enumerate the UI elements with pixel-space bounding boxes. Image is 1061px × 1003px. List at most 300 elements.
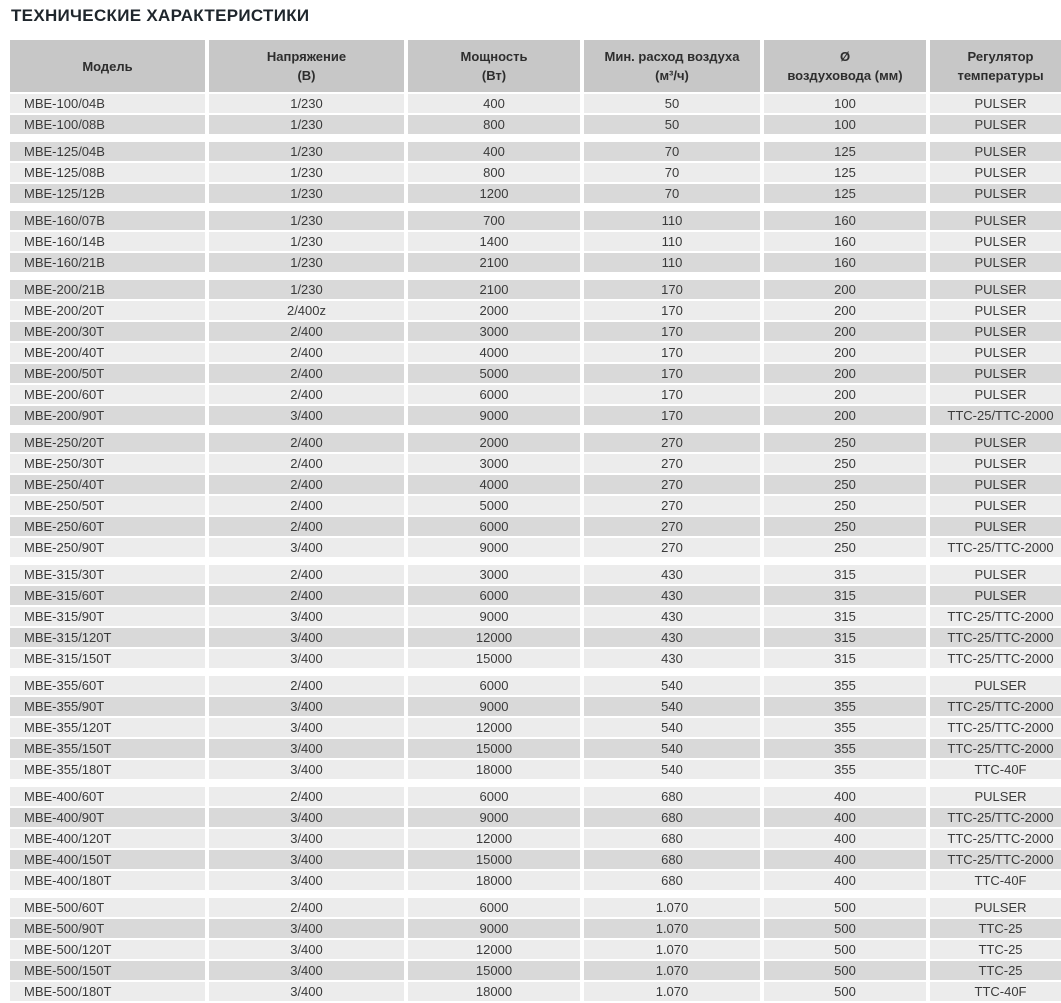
table-row [10,280,1061,299]
table-row [10,232,1061,251]
cell-voltage: 2/400 [209,364,404,383]
cell-airflow: 680 [584,871,760,890]
cell-model: MBE-200/40T [10,343,205,362]
table-row [10,517,1061,536]
cell-diameter: 315 [764,628,926,647]
cell-voltage: 3/400 [209,607,404,626]
cell-diameter: 400 [764,871,926,890]
cell-regulator: PULSER [930,301,1061,320]
table-row [10,829,1061,848]
cell-airflow: 540 [584,760,760,779]
cell-power: 18000 [408,982,580,1001]
cell-model: MBE-200/30T [10,322,205,341]
header-cell-voltage [209,40,404,92]
cell-power: 1400 [408,232,580,251]
table-row [10,301,1061,320]
cell-model: MBE-355/120T [10,718,205,737]
cell-diameter: 355 [764,697,926,716]
cell-airflow: 680 [584,808,760,827]
cell-model: MBE-355/180T [10,760,205,779]
cell-power: 5000 [408,496,580,515]
cell-airflow: 170 [584,385,760,404]
table-row [10,898,1061,917]
group-separator [10,559,1061,563]
group-separator [10,205,1061,209]
cell-voltage: 2/400 [209,676,404,695]
cell-voltage: 2/400 [209,322,404,341]
cell-voltage: 3/400 [209,850,404,869]
cell-model: MBE-125/12B [10,184,205,203]
cell-regulator: PULSER [930,94,1061,113]
cell-airflow: 540 [584,697,760,716]
cell-airflow: 270 [584,496,760,515]
cell-power: 2100 [408,280,580,299]
cell-power: 3000 [408,322,580,341]
group-separator [10,136,1061,140]
cell-airflow: 430 [584,628,760,647]
header-label-line: Мин. расход воздуха [604,49,740,64]
cell-airflow: 110 [584,211,760,230]
cell-diameter: 315 [764,607,926,626]
cell-power: 15000 [408,850,580,869]
cell-voltage: 3/400 [209,406,404,425]
cell-voltage: 3/400 [209,808,404,827]
group-separator [10,427,1061,431]
cell-regulator: PULSER [930,115,1061,134]
cell-voltage: 1/230 [209,115,404,134]
cell-model: MBE-400/150T [10,850,205,869]
cell-regulator: PULSER [930,322,1061,341]
group-separator [10,670,1061,674]
cell-model: MBE-400/90T [10,808,205,827]
cell-airflow: 1.070 [584,961,760,980]
cell-voltage: 3/400 [209,919,404,938]
cell-diameter: 100 [764,115,926,134]
cell-airflow: 680 [584,787,760,806]
cell-diameter: 355 [764,760,926,779]
cell-model: MBE-160/14B [10,232,205,251]
cell-airflow: 430 [584,607,760,626]
cell-diameter: 160 [764,253,926,272]
cell-diameter: 200 [764,364,926,383]
cell-power: 9000 [408,538,580,557]
header-label-line: Напряжение [266,49,347,64]
table-row [10,697,1061,716]
cell-voltage: 1/230 [209,94,404,113]
cell-diameter: 200 [764,322,926,341]
table-row [10,343,1061,362]
cell-airflow: 170 [584,280,760,299]
cell-airflow: 430 [584,649,760,668]
cell-regulator: TTC-25/TTC-2000 [930,739,1061,758]
cell-regulator: PULSER [930,676,1061,695]
cell-voltage: 1/230 [209,142,404,161]
cell-regulator: PULSER [930,184,1061,203]
page-title: ТЕХНИЧЕСКИЕ ХАРАКТЕРИСТИКИ [11,6,310,25]
cell-diameter: 315 [764,586,926,605]
cell-airflow: 170 [584,343,760,362]
header-label-line: Модель [82,58,133,74]
cell-airflow: 70 [584,163,760,182]
cell-airflow: 680 [584,850,760,869]
cell-power: 5000 [408,364,580,383]
cell-voltage: 2/400z [209,301,404,320]
cell-voltage: 2/400 [209,517,404,536]
table-row [10,718,1061,737]
header-cell-diameter [764,40,926,92]
cell-model: MBE-315/30T [10,565,205,584]
cell-power: 9000 [408,607,580,626]
table-row [10,184,1061,203]
group-separator [10,274,1061,278]
cell-regulator: PULSER [930,586,1061,605]
cell-regulator: TTC-25/TTC-2000 [930,808,1061,827]
cell-power: 2000 [408,433,580,452]
cell-power: 6000 [408,517,580,536]
cell-airflow: 50 [584,115,760,134]
table-row [10,565,1061,584]
header-label-line: температуры [957,68,1044,83]
group-separator-cell [10,670,1061,674]
cell-model: MBE-100/04B [10,94,205,113]
cell-airflow: 170 [584,322,760,341]
cell-model: MBE-250/50T [10,496,205,515]
cell-diameter: 500 [764,940,926,959]
table-row [10,433,1061,452]
cell-diameter: 100 [764,94,926,113]
cell-regulator: PULSER [930,496,1061,515]
cell-voltage: 2/400 [209,787,404,806]
cell-airflow: 270 [584,538,760,557]
cell-regulator: PULSER [930,898,1061,917]
cell-regulator: TTC-25/TTC-2000 [930,718,1061,737]
cell-voltage: 3/400 [209,961,404,980]
cell-power: 15000 [408,961,580,980]
cell-airflow: 270 [584,475,760,494]
cell-power: 9000 [408,808,580,827]
table-row [10,919,1061,938]
table-row [10,163,1061,182]
header-label-line: (м³/ч) [655,68,689,83]
cell-power: 9000 [408,697,580,716]
cell-voltage: 2/400 [209,586,404,605]
cell-model: MBE-250/20T [10,433,205,452]
cell-diameter: 160 [764,211,926,230]
spec-table [6,38,1061,1003]
cell-model: MBE-250/40T [10,475,205,494]
cell-regulator: TTC-25/TTC-2000 [930,649,1061,668]
cell-regulator: PULSER [930,142,1061,161]
cell-power: 6000 [408,787,580,806]
cell-diameter: 400 [764,829,926,848]
cell-diameter: 400 [764,808,926,827]
cell-diameter: 200 [764,301,926,320]
cell-voltage: 2/400 [209,385,404,404]
table-row [10,496,1061,515]
table-row [10,808,1061,827]
cell-regulator: PULSER [930,163,1061,182]
cell-voltage: 3/400 [209,829,404,848]
cell-regulator: PULSER [930,475,1061,494]
group-separator-cell [10,781,1061,785]
cell-regulator: PULSER [930,517,1061,536]
cell-regulator: PULSER [930,433,1061,452]
cell-airflow: 70 [584,142,760,161]
cell-diameter: 315 [764,565,926,584]
table-row [10,322,1061,341]
table-header [10,40,1061,92]
table-row [10,253,1061,272]
cell-airflow: 70 [584,184,760,203]
cell-power: 700 [408,211,580,230]
cell-voltage: 3/400 [209,649,404,668]
cell-power: 6000 [408,385,580,404]
cell-airflow: 1.070 [584,898,760,917]
cell-regulator: PULSER [930,253,1061,272]
cell-regulator: TTC-25/TTC-2000 [930,850,1061,869]
cell-voltage: 2/400 [209,454,404,473]
table-row [10,628,1061,647]
cell-model: MBE-400/120T [10,829,205,848]
cell-voltage: 3/400 [209,628,404,647]
cell-power: 9000 [408,919,580,938]
cell-power: 800 [408,115,580,134]
cell-power: 18000 [408,871,580,890]
cell-model: MBE-400/60T [10,787,205,806]
group-separator-cell [10,559,1061,563]
cell-regulator: TTC-25/TTC-2000 [930,829,1061,848]
cell-voltage: 1/230 [209,253,404,272]
cell-regulator: TTC-25/TTC-2000 [930,538,1061,557]
cell-voltage: 1/230 [209,211,404,230]
cell-airflow: 430 [584,565,760,584]
cell-regulator: TTC-25 [930,919,1061,938]
cell-model: MBE-500/90T [10,919,205,938]
cell-model: MBE-355/60T [10,676,205,695]
cell-airflow: 540 [584,676,760,695]
cell-airflow: 170 [584,301,760,320]
cell-diameter: 355 [764,718,926,737]
cell-airflow: 170 [584,364,760,383]
table-row [10,211,1061,230]
cell-diameter: 200 [764,385,926,404]
cell-voltage: 1/230 [209,184,404,203]
cell-diameter: 250 [764,538,926,557]
group-separator [10,892,1061,896]
cell-diameter: 250 [764,517,926,536]
table-row [10,607,1061,626]
cell-regulator: TTC-25/TTC-2000 [930,406,1061,425]
cell-diameter: 400 [764,787,926,806]
cell-power: 18000 [408,760,580,779]
table-row [10,676,1061,695]
cell-voltage: 3/400 [209,538,404,557]
cell-power: 1200 [408,184,580,203]
cell-power: 3000 [408,454,580,473]
cell-voltage: 2/400 [209,433,404,452]
cell-voltage: 1/230 [209,280,404,299]
cell-model: MBE-355/90T [10,697,205,716]
table-row [10,739,1061,758]
cell-regulator: PULSER [930,787,1061,806]
cell-power: 12000 [408,628,580,647]
cell-diameter: 355 [764,676,926,695]
cell-model: MBE-500/60T [10,898,205,917]
cell-model: MBE-500/180T [10,982,205,1001]
table-row [10,94,1061,113]
cell-model: MBE-500/120T [10,940,205,959]
cell-model: MBE-400/180T [10,871,205,890]
cell-model: MBE-500/150T [10,961,205,980]
cell-voltage: 3/400 [209,871,404,890]
cell-regulator: TTC-25/TTC-2000 [930,697,1061,716]
cell-model: MBE-125/08B [10,163,205,182]
cell-power: 12000 [408,829,580,848]
cell-airflow: 50 [584,94,760,113]
cell-airflow: 270 [584,454,760,473]
header-label-line: Ø [839,49,851,64]
cell-diameter: 250 [764,475,926,494]
cell-regulator: TTC-25 [930,940,1061,959]
table-row [10,982,1061,1001]
group-separator-cell [10,136,1061,140]
group-separator-cell [10,274,1061,278]
header-label-line: Регулятор [967,49,1034,64]
table-row [10,454,1061,473]
cell-voltage: 3/400 [209,697,404,716]
cell-regulator: TTC-40F [930,871,1061,890]
cell-power: 3000 [408,565,580,584]
cell-power: 6000 [408,586,580,605]
cell-model: MBE-250/60T [10,517,205,536]
cell-power: 2100 [408,253,580,272]
cell-power: 6000 [408,676,580,695]
header-cell-power [408,40,580,92]
header-label-line: (В) [297,68,316,83]
table-row [10,961,1061,980]
cell-regulator: PULSER [930,211,1061,230]
cell-voltage: 1/230 [209,163,404,182]
cell-voltage: 3/400 [209,718,404,737]
cell-power: 9000 [408,406,580,425]
cell-diameter: 500 [764,898,926,917]
table-row [10,850,1061,869]
cell-regulator: PULSER [930,343,1061,362]
cell-model: MBE-200/50T [10,364,205,383]
cell-airflow: 680 [584,829,760,848]
cell-diameter: 250 [764,454,926,473]
header-cell-regulator [930,40,1061,92]
cell-regulator: TTC-40F [930,760,1061,779]
cell-diameter: 500 [764,919,926,938]
cell-power: 2000 [408,301,580,320]
cell-airflow: 540 [584,718,760,737]
cell-voltage: 1/230 [209,232,404,251]
cell-airflow: 1.070 [584,919,760,938]
header-label-line: (Вт) [481,68,507,83]
table-row [10,787,1061,806]
cell-model: MBE-315/120T [10,628,205,647]
cell-airflow: 540 [584,739,760,758]
cell-diameter: 200 [764,343,926,362]
cell-voltage: 3/400 [209,982,404,1001]
cell-airflow: 270 [584,433,760,452]
header-cell-model [10,40,205,92]
cell-airflow: 1.070 [584,982,760,1001]
table-row [10,649,1061,668]
group-separator-cell [10,427,1061,431]
cell-diameter: 250 [764,496,926,515]
cell-power: 6000 [408,898,580,917]
cell-power: 4000 [408,343,580,362]
cell-voltage: 2/400 [209,898,404,917]
cell-model: MBE-160/21B [10,253,205,272]
cell-model: MBE-315/60T [10,586,205,605]
group-separator-cell [10,892,1061,896]
cell-power: 15000 [408,739,580,758]
table-row [10,406,1061,425]
cell-diameter: 200 [764,280,926,299]
cell-power: 800 [408,163,580,182]
cell-power: 15000 [408,649,580,668]
header-label-line: воздуховода (мм) [787,68,903,83]
cell-model: MBE-200/60T [10,385,205,404]
cell-regulator: TTC-40F [930,982,1061,1001]
cell-airflow: 270 [584,517,760,536]
cell-regulator: PULSER [930,454,1061,473]
table-row [10,940,1061,959]
cell-regulator: PULSER [930,565,1061,584]
table-row [10,142,1061,161]
cell-voltage: 3/400 [209,739,404,758]
cell-regulator: PULSER [930,385,1061,404]
cell-regulator: PULSER [930,364,1061,383]
cell-voltage: 2/400 [209,496,404,515]
cell-airflow: 110 [584,232,760,251]
table-row [10,115,1061,134]
cell-model: MBE-315/90T [10,607,205,626]
cell-model: MBE-250/90T [10,538,205,557]
cell-airflow: 430 [584,586,760,605]
table-row [10,538,1061,557]
cell-power: 12000 [408,940,580,959]
cell-voltage: 2/400 [209,475,404,494]
cell-diameter: 125 [764,163,926,182]
cell-diameter: 315 [764,649,926,668]
cell-model: MBE-160/07B [10,211,205,230]
table-row [10,364,1061,383]
cell-diameter: 355 [764,739,926,758]
cell-model: MBE-200/90T [10,406,205,425]
cell-voltage: 3/400 [209,760,404,779]
cell-diameter: 160 [764,232,926,251]
cell-airflow: 110 [584,253,760,272]
cell-model: MBE-125/04B [10,142,205,161]
cell-regulator: TTC-25/TTC-2000 [930,607,1061,626]
cell-diameter: 125 [764,142,926,161]
cell-airflow: 1.070 [584,940,760,959]
cell-power: 400 [408,94,580,113]
cell-regulator: TTC-25 [930,961,1061,980]
header-cell-airflow [584,40,760,92]
group-separator-cell [10,205,1061,209]
header-label-line: Мощность [460,49,528,64]
cell-model: MBE-250/30T [10,454,205,473]
table-row [10,475,1061,494]
cell-regulator: PULSER [930,280,1061,299]
cell-power: 4000 [408,475,580,494]
cell-diameter: 200 [764,406,926,425]
